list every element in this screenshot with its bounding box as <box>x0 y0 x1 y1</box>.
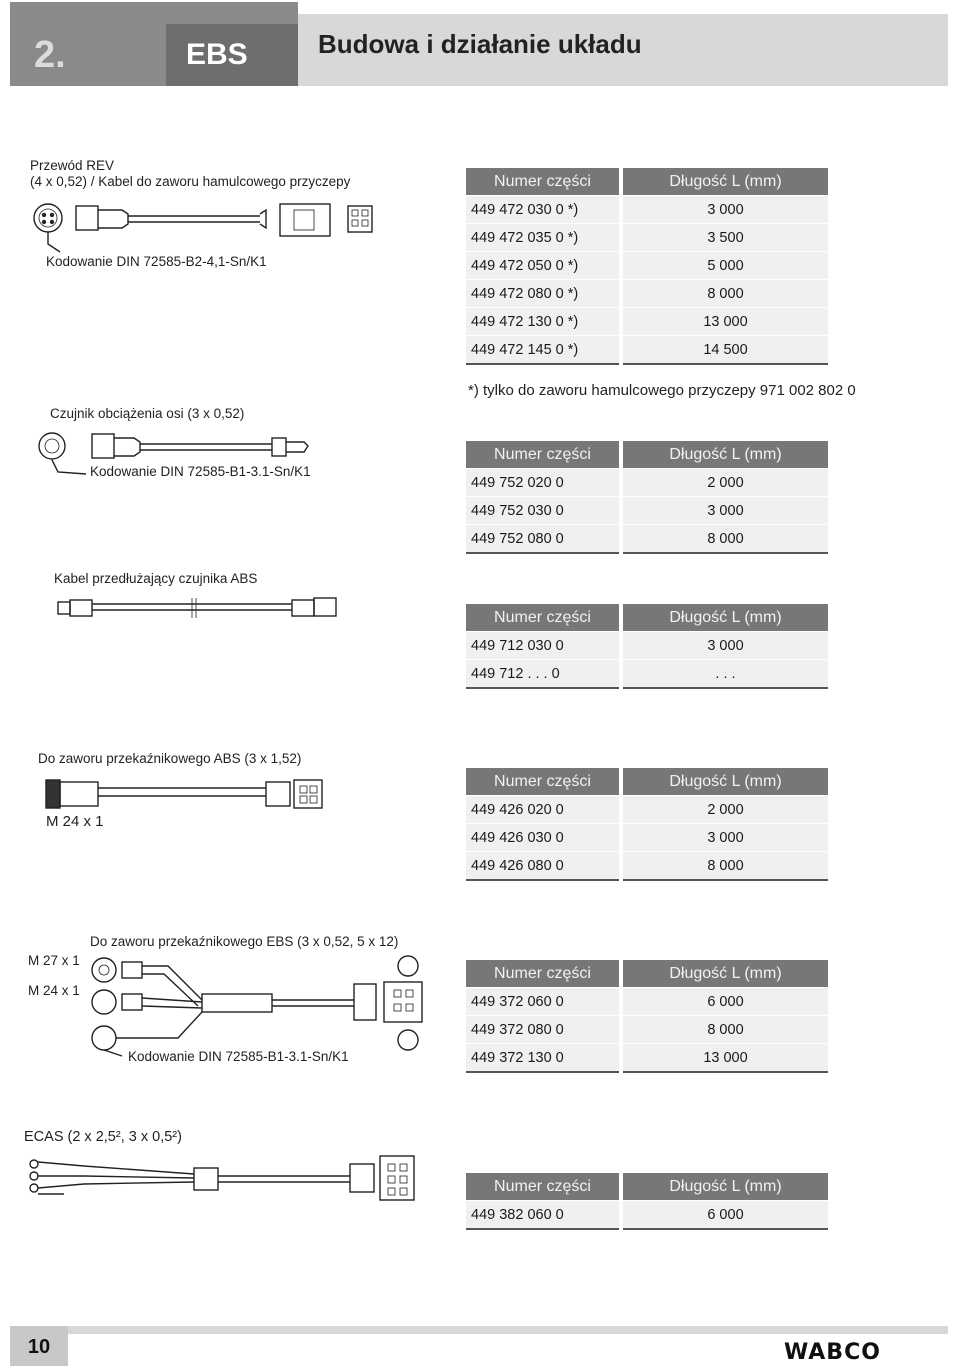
length-cell: 3 000 <box>621 497 828 525</box>
part-number-cell: 449 372 130 0 <box>466 1044 621 1073</box>
col-header-part: Numer części <box>466 604 621 632</box>
rev-footnote: *) tylko do zaworu hamulcowego przyczepy 971 002 802 0 <box>468 382 856 399</box>
part-number-cell: 449 382 060 0 <box>466 1201 621 1230</box>
table-row <box>466 660 828 689</box>
axle-title: Czujnik obciążenia osi (3 x 0,52) <box>50 406 245 421</box>
axle-cable-drawing <box>36 430 326 490</box>
part-number-cell: 449 372 080 0 <box>466 1016 621 1044</box>
part-number-cell: 449 472 130 0 *) <box>466 308 621 336</box>
table-row <box>466 824 828 852</box>
col-header-part: Numer części <box>466 768 621 796</box>
table-row <box>466 196 828 224</box>
length-cell: 3 500 <box>621 224 828 252</box>
length-cell: . . . <box>621 660 828 689</box>
table-row <box>466 796 828 824</box>
part-number-cell: 449 372 060 0 <box>466 988 621 1016</box>
ebs-relay-coding: Kodowanie DIN 72585-B1-3.1-Sn/K1 <box>128 1049 349 1064</box>
abs-ext-cable-drawing <box>56 596 340 620</box>
length-cell: 8 000 <box>621 280 828 308</box>
part-number-cell: 449 426 080 0 <box>466 852 621 881</box>
abs-relay-title: Do zaworu przekaźnikowego ABS (3 x 1,52) <box>38 751 302 766</box>
table-row <box>466 525 828 554</box>
table-row <box>466 852 828 881</box>
axle-parts-table <box>466 441 828 554</box>
col-header-part: Numer części <box>466 441 621 469</box>
ebs-relay-title: Do zaworu przekaźnikowego EBS (3 x 0,52, 5 x 12) <box>90 934 399 949</box>
length-cell: 13 000 <box>621 1044 828 1073</box>
abs-relay-thread: M 24 x 1 <box>46 813 104 830</box>
part-number-cell: 449 752 030 0 <box>466 497 621 525</box>
ebs-relay-thread-2: M 24 x 1 <box>28 983 80 998</box>
rev-title-line1: Przewód REV <box>30 158 115 173</box>
length-cell: 2 000 <box>621 469 828 497</box>
part-number-cell: 449 472 050 0 *) <box>466 252 621 280</box>
wabco-logo: WABCO <box>784 1340 881 1365</box>
part-number-cell: 449 752 020 0 <box>466 469 621 497</box>
header-top-bar <box>10 2 298 24</box>
table-row <box>466 1016 828 1044</box>
table-row <box>466 1201 828 1230</box>
ecas-parts-table <box>466 1173 828 1230</box>
part-number-cell: 449 472 080 0 *) <box>466 280 621 308</box>
length-cell: 13 000 <box>621 308 828 336</box>
table-row <box>466 1044 828 1073</box>
chapter-number: 2. <box>10 24 166 86</box>
part-number-cell: 449 426 020 0 <box>466 796 621 824</box>
col-header-part: Numer części <box>466 1173 621 1201</box>
length-cell: 3 000 <box>621 824 828 852</box>
footer-bar <box>10 1326 948 1334</box>
part-number-cell: 449 472 145 0 *) <box>466 336 621 365</box>
page-number: 10 <box>10 1326 68 1366</box>
table-row <box>466 252 828 280</box>
part-number-cell: 449 426 030 0 <box>466 824 621 852</box>
col-header-part: Numer części <box>466 168 621 196</box>
length-cell: 3 000 <box>621 196 828 224</box>
length-cell: 8 000 <box>621 852 828 881</box>
table-row <box>466 224 828 252</box>
abs-ext-title: Kabel przedłużający czujnika ABS <box>54 571 258 586</box>
col-header-part: Numer części <box>466 960 621 988</box>
part-number-cell: 449 472 030 0 *) <box>466 196 621 224</box>
ecas-cable-drawing <box>24 1154 444 1202</box>
table-row <box>466 632 828 660</box>
part-number-cell: 449 712 030 0 <box>466 632 621 660</box>
table-row <box>466 280 828 308</box>
length-cell: 5 000 <box>621 252 828 280</box>
col-header-length: Długość L (mm) <box>621 441 828 469</box>
table-row <box>466 988 828 1016</box>
length-cell: 2 000 <box>621 796 828 824</box>
part-number-cell: 449 712 . . . 0 <box>466 660 621 689</box>
length-cell: 6 000 <box>621 1201 828 1230</box>
table-row <box>466 497 828 525</box>
length-cell: 14 500 <box>621 336 828 365</box>
col-header-length: Długość L (mm) <box>621 768 828 796</box>
table-row <box>466 308 828 336</box>
part-number-cell: 449 752 080 0 <box>466 525 621 554</box>
length-cell: 8 000 <box>621 1016 828 1044</box>
page-title: Budowa i działanie układu <box>318 29 642 59</box>
rev-title-line2: (4 x 0,52) / Kabel do zaworu hamulcowego przyczepy <box>30 174 351 189</box>
abs-relay-parts-table <box>466 768 828 881</box>
axle-coding: Kodowanie DIN 72585-B1-3.1-Sn/K1 <box>90 464 311 479</box>
abs-ext-parts-table <box>466 604 828 689</box>
abs-relay-cable-drawing <box>44 776 328 816</box>
ecas-title: ECAS (2 x 2,5², 3 x 0,5²) <box>24 1129 182 1145</box>
rev-parts-table <box>466 168 828 365</box>
ebs-relay-parts-table <box>466 960 828 1073</box>
table-row <box>466 469 828 497</box>
col-header-length: Długość L (mm) <box>621 168 828 196</box>
part-number-cell: 449 472 035 0 *) <box>466 224 621 252</box>
col-header-length: Długość L (mm) <box>621 960 828 988</box>
rev-cable-drawing <box>30 196 380 258</box>
rev-coding: Kodowanie DIN 72585-B2-4,1-Sn/K1 <box>46 254 267 269</box>
ebs-relay-cable-drawing <box>82 950 432 1054</box>
length-cell: 3 000 <box>621 632 828 660</box>
ebs-relay-thread-1: M 27 x 1 <box>28 953 80 968</box>
length-cell: 6 000 <box>621 988 828 1016</box>
section-tag: EBS <box>166 24 298 86</box>
length-cell: 8 000 <box>621 525 828 554</box>
col-header-length: Długość L (mm) <box>621 1173 828 1201</box>
col-header-length: Długość L (mm) <box>621 604 828 632</box>
table-row <box>466 336 828 365</box>
